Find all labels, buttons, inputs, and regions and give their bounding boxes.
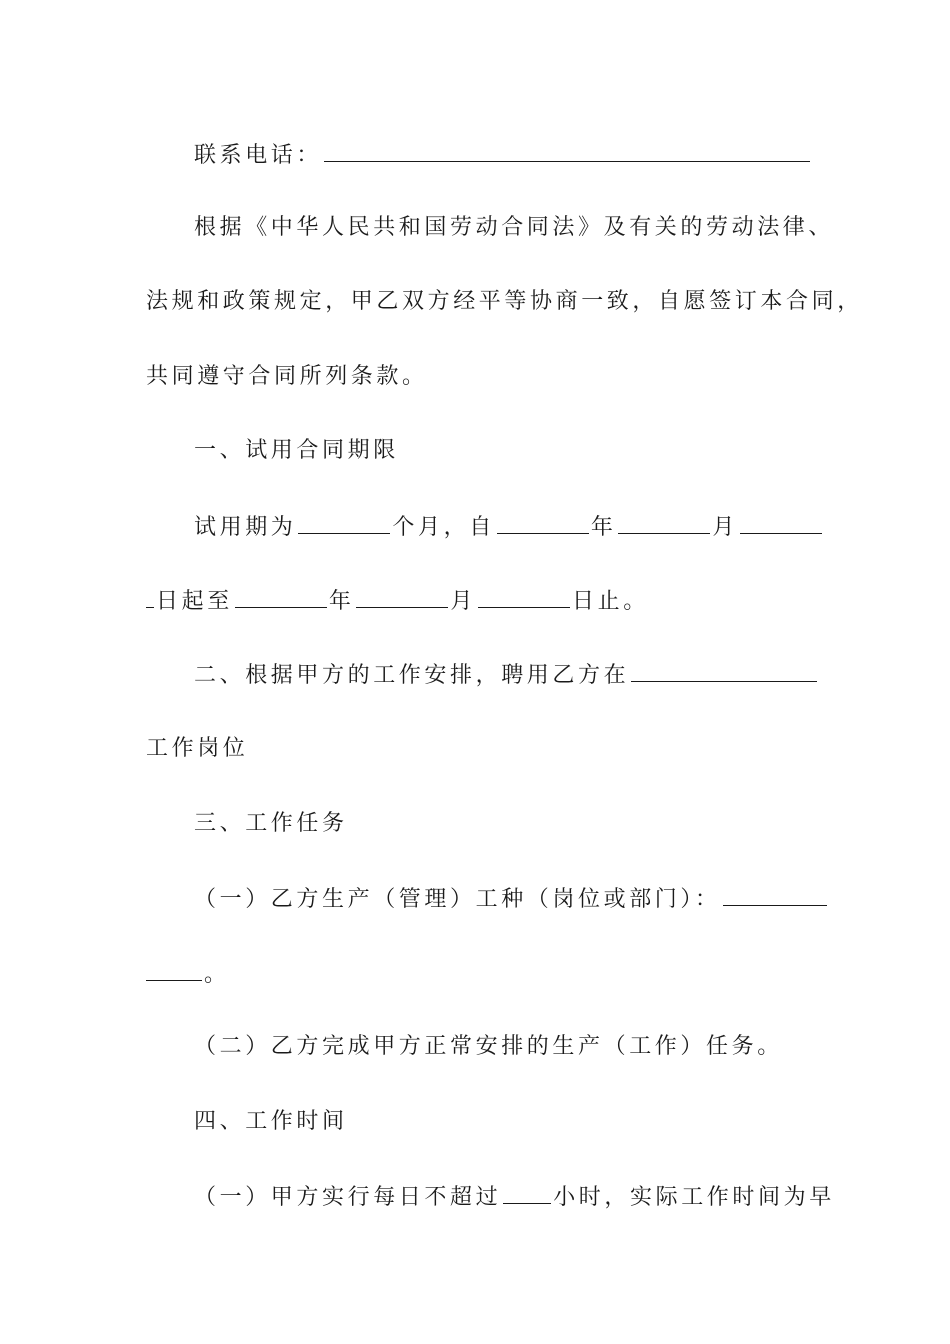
section-4-item-1-text-b: 小时，实际工作时间为早 xyxy=(553,1185,835,1210)
probation-text-a: 试用期为 xyxy=(194,515,297,540)
probation-months-blank xyxy=(298,511,390,534)
section-3-item-1-end: 。 xyxy=(204,962,230,987)
job-type-blank xyxy=(723,883,827,906)
contact-phone-label: 联系电话： xyxy=(194,143,323,168)
probation-text-d: 月 xyxy=(712,515,739,540)
contact-phone-blank xyxy=(324,139,810,162)
probation-period-line-1 xyxy=(194,511,810,543)
section-4-item-1-text-a: （一）甲方实行每日不超过 xyxy=(194,1185,502,1210)
probation-text-e: 日起至 xyxy=(156,589,233,614)
contact-phone-line xyxy=(194,139,810,171)
start-day-blank xyxy=(740,511,822,534)
section-2-line-1 xyxy=(194,659,810,691)
job-type-blank-cont xyxy=(146,958,202,981)
section-3-item-2: （二）乙方完成甲方正常安排的生产（工作）任务。 xyxy=(194,1034,783,1059)
probation-period-line-2 xyxy=(146,585,810,617)
start-day-blank-cont xyxy=(146,585,154,608)
intro-paragraph-line-2: 法规和政策规定，甲乙双方经平等协商一致，自愿签订本合同， xyxy=(146,289,863,314)
section-2-text-a: 二、根据甲方的工作安排，聘用乙方在 xyxy=(194,663,630,688)
section-3-item-1-line-1 xyxy=(194,883,810,915)
section-1-heading: 一、试用合同期限 xyxy=(194,438,399,463)
intro-paragraph-line-3: 共同遵守合同所列条款。 xyxy=(146,364,428,389)
section-4-heading: 四、工作时间 xyxy=(194,1109,348,1134)
end-year-blank xyxy=(235,585,327,608)
section-4-item-1-line-1 xyxy=(194,1181,835,1213)
probation-text-f: 年 xyxy=(328,589,355,614)
probation-text-g: 月 xyxy=(450,589,477,614)
end-month-blank xyxy=(356,585,448,608)
section-3-item-1-line-2 xyxy=(146,958,810,990)
probation-text-c: 年 xyxy=(590,515,617,540)
work-post-blank xyxy=(631,659,817,682)
end-day-blank xyxy=(478,585,570,608)
start-year-blank xyxy=(497,511,589,534)
section-2-line-2: 工作岗位 xyxy=(146,736,249,761)
intro-paragraph-line-1: 根据《中华人民共和国劳动合同法》及有关的劳动法律、 xyxy=(194,215,835,240)
daily-hours-blank xyxy=(503,1181,551,1204)
section-3-item-1-text: （一）乙方生产（管理）工种（岗位或部门）： xyxy=(194,887,721,912)
probation-text-h: 日止。 xyxy=(572,589,649,614)
probation-text-b: 个月，自 xyxy=(392,515,495,540)
section-3-heading: 三、工作任务 xyxy=(194,811,348,836)
start-month-blank xyxy=(618,511,710,534)
